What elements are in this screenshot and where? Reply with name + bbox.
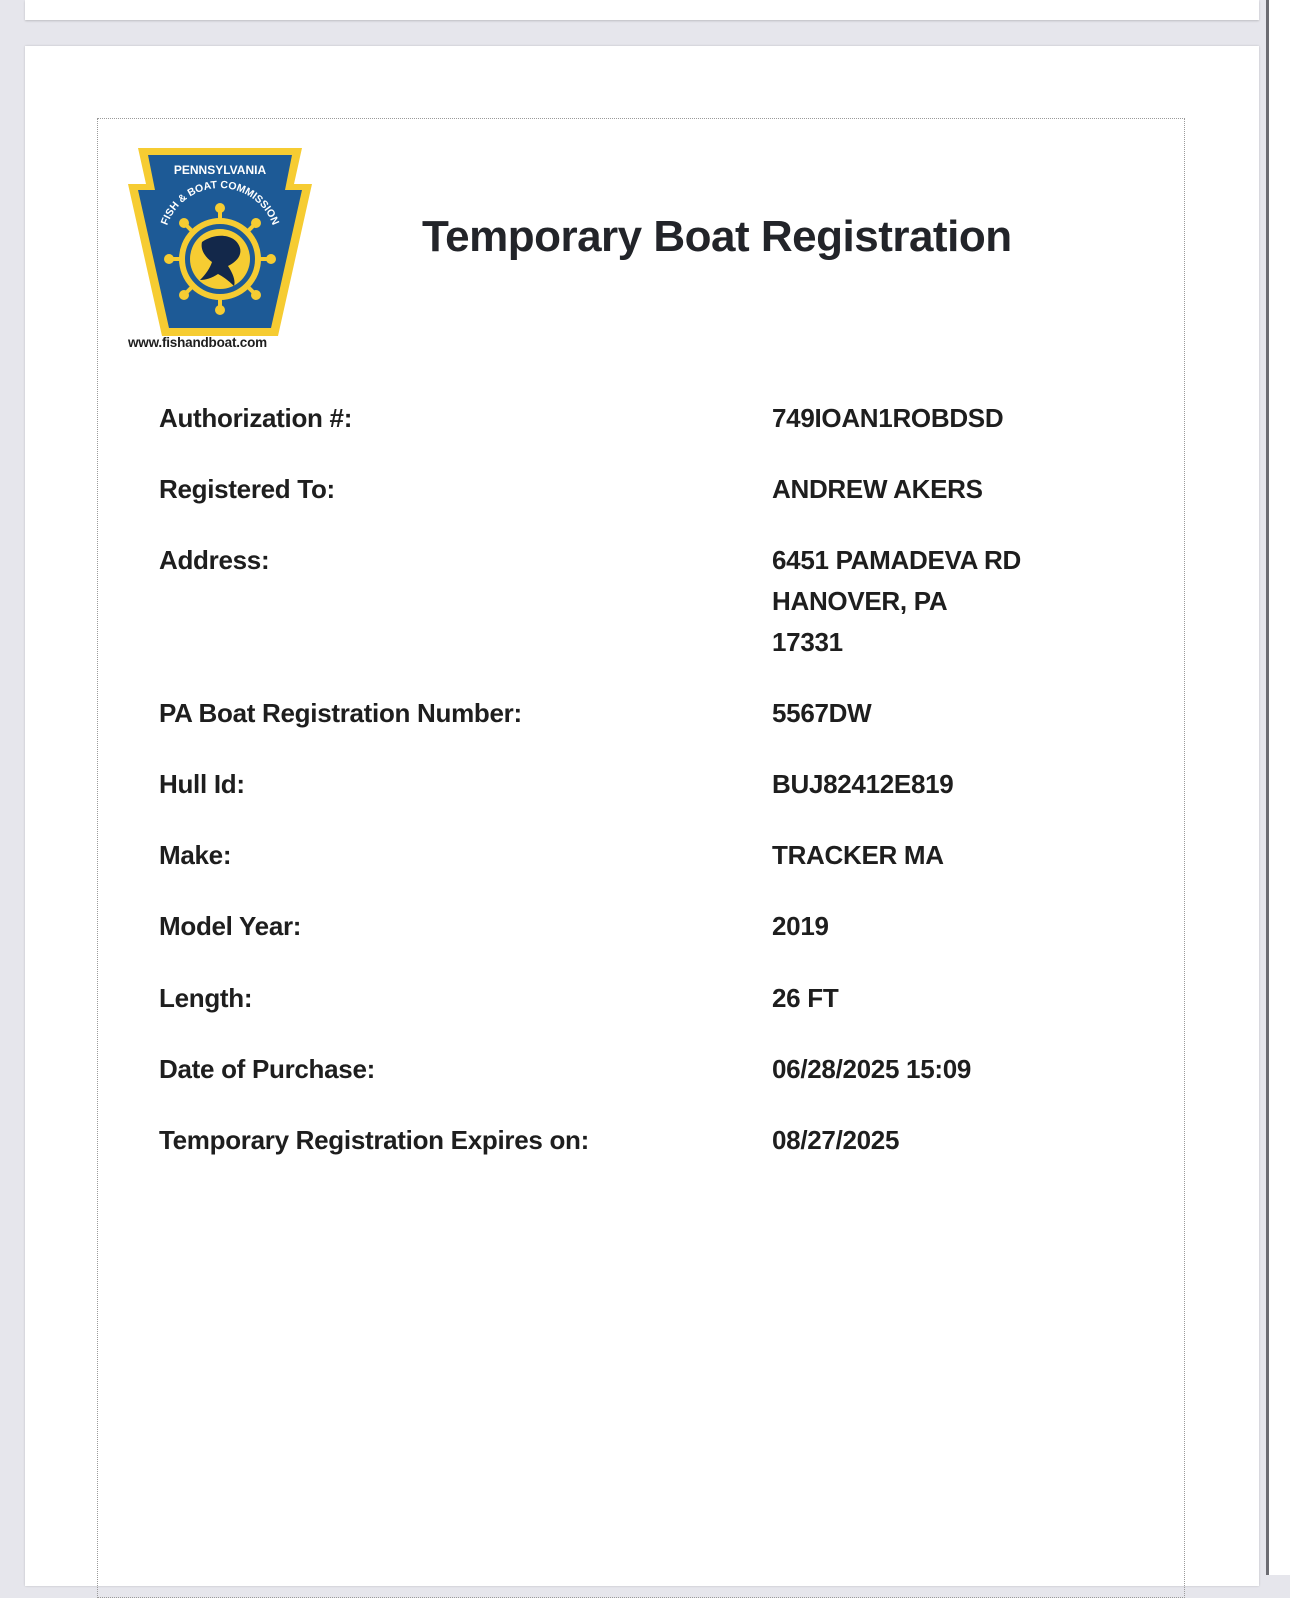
address-line-3: 17331 (772, 627, 843, 657)
field-value: ANDREW AKERS (772, 474, 983, 504)
field-value: TRACKER MA (772, 840, 944, 870)
field-address (159, 540, 1159, 663)
page-title: Temporary Boat Registration (422, 212, 1012, 261)
viewer-right-edge (1266, 0, 1290, 1575)
field-value: 749IOAN1ROBDSD (772, 403, 1004, 433)
field-label: Model Year: (159, 911, 302, 941)
field-hull-id (159, 764, 1159, 804)
logo-url: www.fishandboat.com (128, 335, 267, 350)
field-label: Authorization #: (159, 403, 353, 433)
field-model-year (159, 906, 1159, 946)
field-label: Temporary Registration Expires on: (159, 1125, 589, 1155)
pfbc-keystone-logo (128, 148, 312, 338)
viewer-scroll-edge (1266, 0, 1269, 1575)
field-date-of-purchase (159, 1049, 1159, 1089)
previous-page-edge (25, 0, 1259, 20)
logo-arc-text: FISH & BOAT COMMISSION (158, 178, 282, 227)
field-value: 2019 (772, 911, 829, 941)
field-label: Make: (159, 840, 232, 870)
field-value: 08/27/2025 (772, 1125, 900, 1155)
field-label: Length: (159, 983, 253, 1013)
field-value: 26 FT (772, 983, 839, 1013)
field-value: 5567DW (772, 698, 872, 728)
field-make (159, 835, 1159, 875)
field-value: BUJ82412E819 (772, 769, 954, 799)
field-length (159, 978, 1159, 1018)
logo-state-text: PENNSYLVANIA (173, 163, 267, 177)
field-label: Address: (159, 545, 270, 575)
field-label: Registered To: (159, 474, 335, 504)
field-authorization (159, 398, 1159, 438)
field-label: Hull Id: (159, 769, 245, 799)
field-registered-to (159, 469, 1159, 509)
field-expiration-date (159, 1120, 1159, 1160)
field-pa-registration-number (159, 693, 1159, 733)
field-value: 06/28/2025 15:09 (772, 1054, 972, 1084)
document-page (25, 46, 1259, 1586)
field-label: Date of Purchase: (159, 1054, 375, 1084)
address-line-1: 6451 PAMADEVA RD (772, 545, 1022, 575)
field-label: PA Boat Registration Number: (159, 698, 522, 728)
address-line-2: HANOVER, PA (772, 586, 948, 616)
